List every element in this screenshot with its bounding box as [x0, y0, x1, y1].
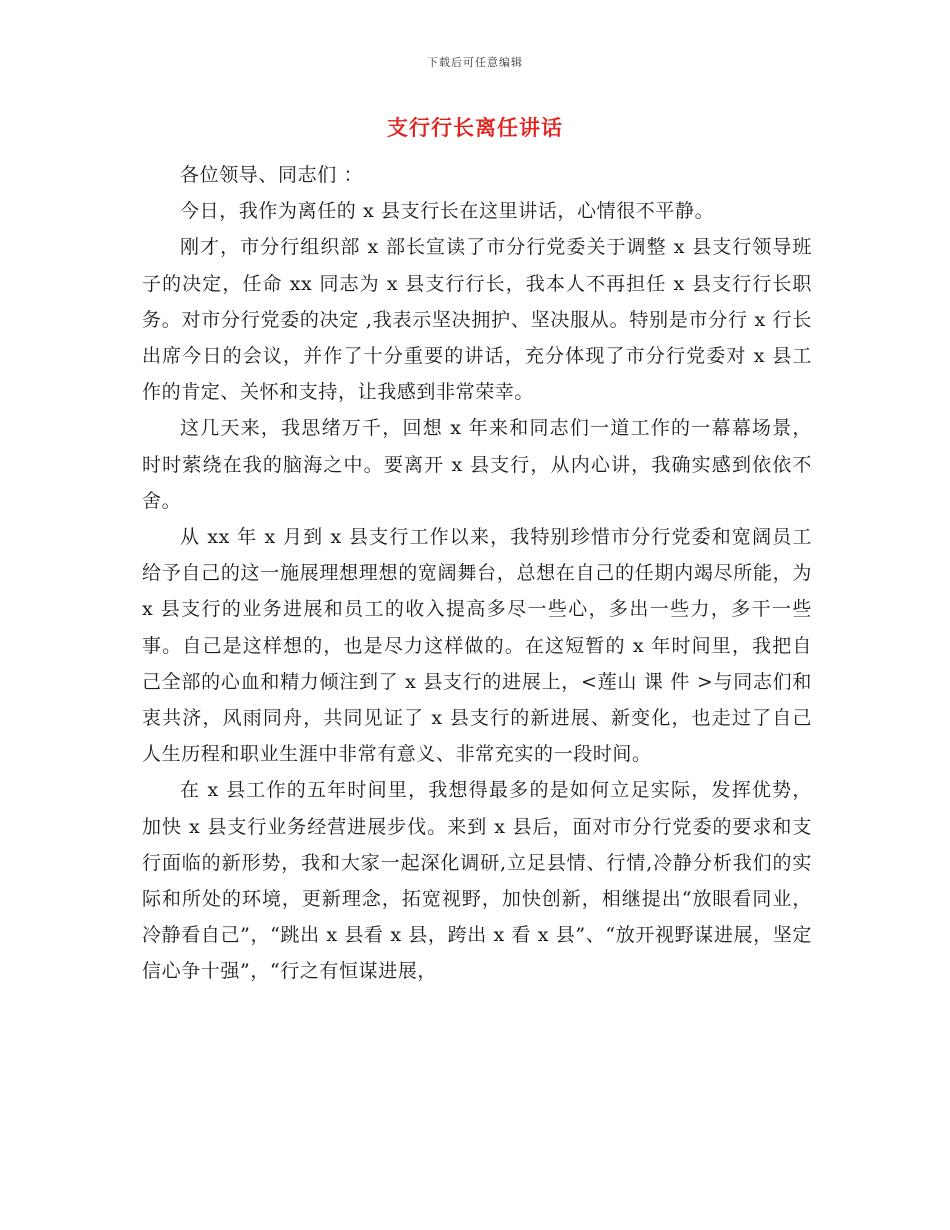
document-body — [142, 157, 812, 990]
paragraph: 在 x 县工作的五年时间里，我想得最多的是如何立足实际，发挥优势，加快 x 县支行业务经营进展步伐。来到 x 县后，面对市分行党委的要求和支行面临的新形势，我和大家一起深化调研,立足县情、行情,冷静分析我们的实际和所处的环境，更新理念，拓宽视野，加快创新，相继提出“放眼看同业，冷静看自己”，“跳出 x 县看 x 县，跨出 x 看 x 县”、“放开视野谋进展，坚定信心争十强”，“行之有恒谋进展， — [142, 779, 812, 983]
paragraph: 刚才，市分行组织部 x 部长宣读了市分行党委关于调整 x 县支行领导班子的决定，任命 xx 同志为 x 县支行行长，我本人不再担任 x 县支行行长职务。对市分行党委的决定 ,我表示坚决拥护、坚决服从。特别是市分行 x 行长出席今日的会议，并作了十分重要的讲话，充分体现了市分行党委对 x 县工作的肯定、关怀和支持，让我感到非常荣幸。 — [142, 236, 812, 404]
paragraph: 这几天来，我思绪万千，回想 x 年来和同志们一道工作的一幕幕场景，时时萦绕在我的脑海之中。要离开 x 县支行，从内心讲，我确实感到依依不舍。 — [142, 417, 812, 512]
paragraph: 今日，我作为离任的 x 县支行长在这里讲话，心情很不平静。 — [180, 200, 715, 223]
download-note: 下载后可任意编辑 — [427, 56, 523, 69]
paragraph: 从 xx 年 x 月到 x 县支行工作以来，我特别珍惜市分行党委和宽阔员工给予自己的这一施展理想理想的宽阔舞台，总想在自己的任期内竭尽所能，为 x 县支行的业务进展和员工的收入提高多尽一些心，多出一些力，多干一些事。自己是这样想的，也是尽力这样做的。在这短暂的 x 年时间里，我把自己全部的心血和精力倾注到了 x 县支行的进展上，<莲山 课 件 >与同志们和衷共济，风雨同舟，共同见证了 x 县支行的新进展、新变化，也走过了自己人生历程和职业生涯中非常有意义、非常充实的一段时间。 — [142, 526, 812, 766]
paragraph-greeting: 各位领导、同志们 ： — [180, 164, 364, 186]
document-title: 支行行长离任讲话 — [387, 115, 563, 140]
